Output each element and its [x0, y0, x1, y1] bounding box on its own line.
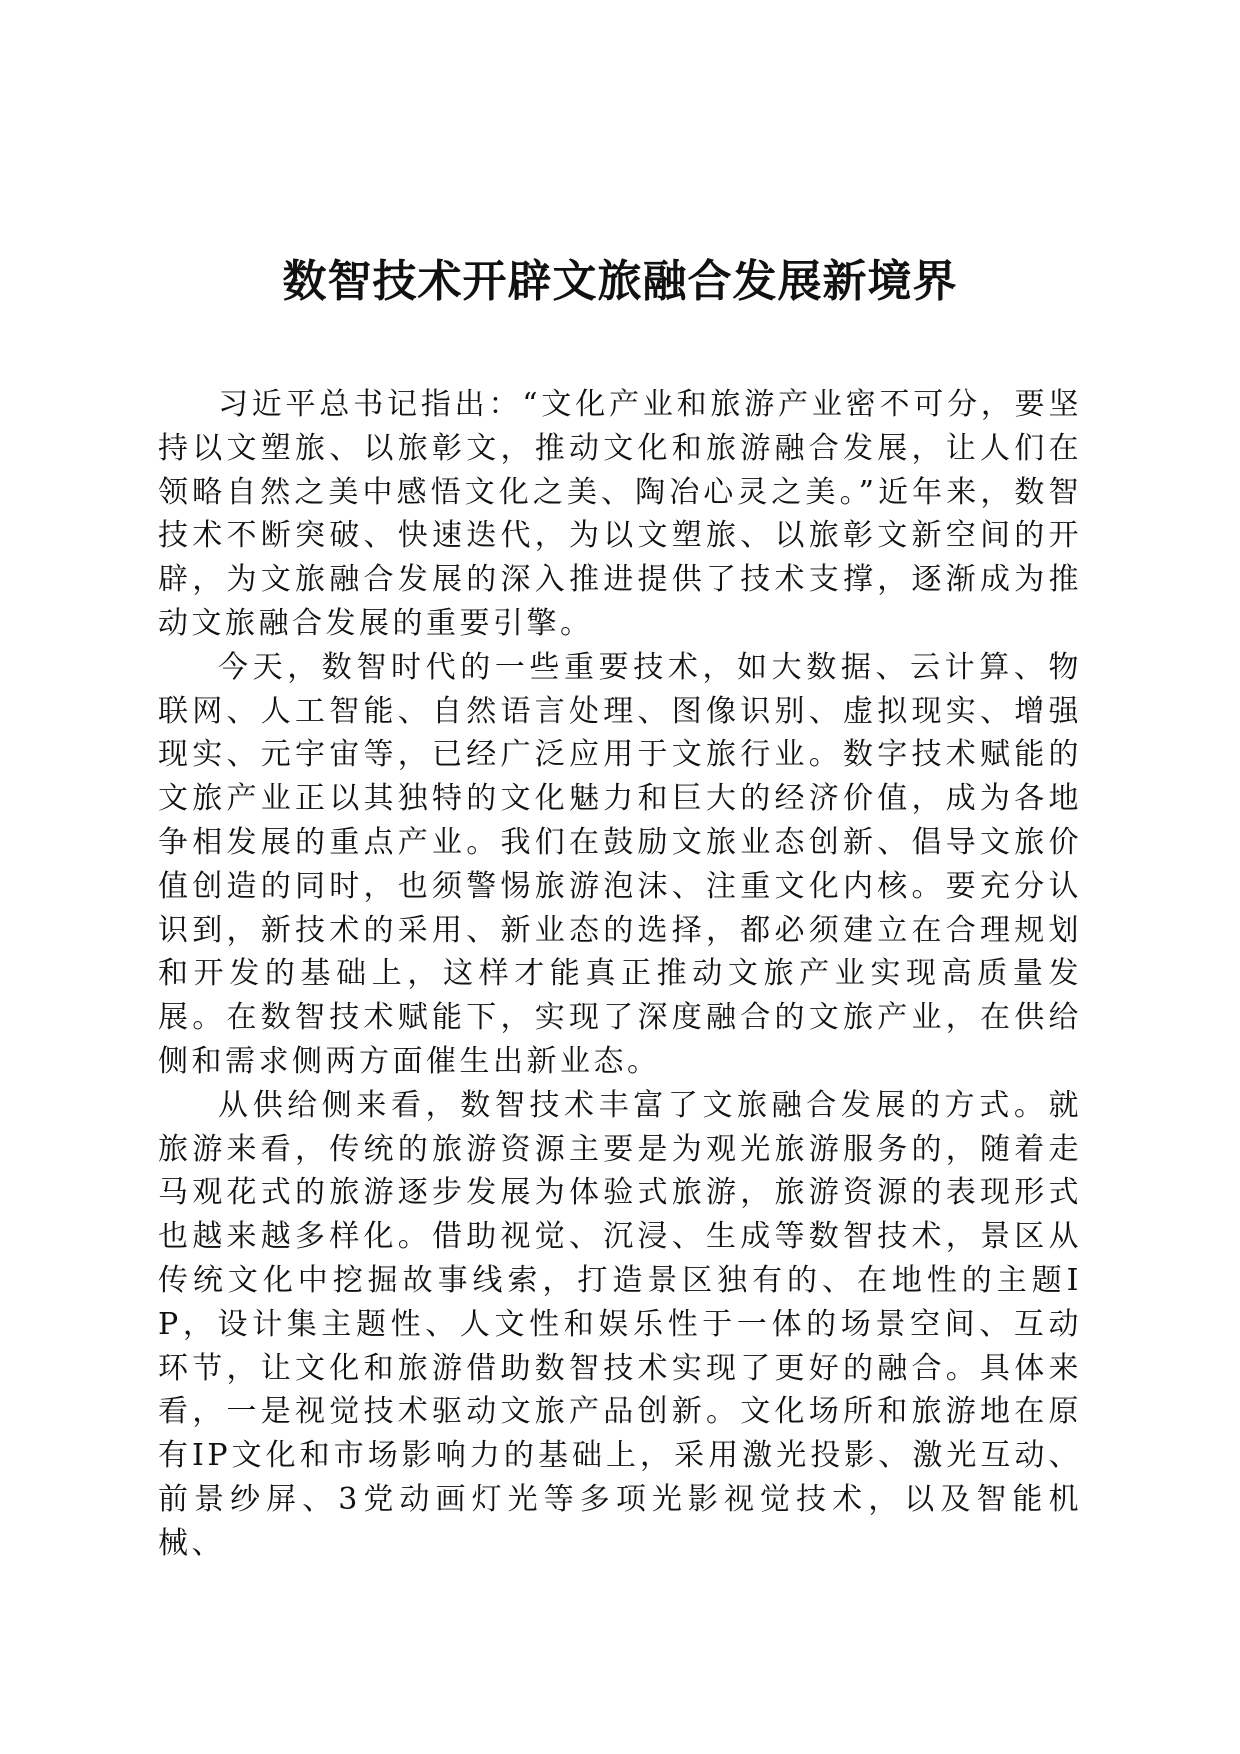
- paragraph-1: 习近平总书记指出：“文化产业和旅游产业密不可分，要坚持以文塑旅、以旅彰文，推动文化和旅游融合发展，让人们在领略自然之美中感悟文化之美、陶冶心灵之美。”近年来，数智技术不断突破、快速迭代，为以文塑旅、以旅彰文新空间的开辟，为文旅融合发展的深入推进提供了技术支撑，逐渐成为推动文旅融合发展的重要引擎。: [158, 387, 1082, 641]
- document-body: [158, 383, 1082, 1566]
- document-title: 数智技术开辟文旅融合发展新境界: [282, 256, 958, 307]
- paragraph-3: 从供给侧来看，数智技术丰富了文旅融合发展的方式。就旅游来看，传统的旅游资源主要是为观光旅游服务的，随着走马观花式的旅游逐步发展为体验式旅游，旅游资源的表现形式也越来越多样化。借助视觉、沉浸、生成等数智技术，景区从传统文化中挖掘故事线索，打造景区独有的、在地性的主题IP，设计集主题性、人文性和娱乐性于一体的场景空间、互动环节，让文化和旅游借助数智技术实现了更好的融合。具体来看，一是视觉技术驱动文旅产品创新。文化场所和旅游地在原有IP文化和市场影响力的基础上，采用激光投影、激光互动、前景纱屏、3党动画灯光等多项光影视觉技术，以及智能机械、: [158, 1087, 1082, 1561]
- paragraph-2: 今天，数智时代的一些重要技术，如大数据、云计算、物联网、人工智能、自然语言处理、图像识别、虚拟现实、增强现实、元宇宙等，已经广泛应用于文旅行业。数字技术赋能的文旅产业正以其独特的文化魅力和巨大的经济价值，成为各地争相发展的重点产业。我们在鼓励文旅业态创新、倡导文旅价值创造的同时，也须警惕旅游泡沫、注重文化内核。要充分认识到，新技术的采用、新业态的选择，都必须建立在合理规划和开发的基础上，这样才能真正推动文旅产业实现高质量发展。在数智技术赋能下，实现了深度融合的文旅产业，在供给侧和需求侧两方面催生出新业态。: [158, 649, 1082, 1079]
